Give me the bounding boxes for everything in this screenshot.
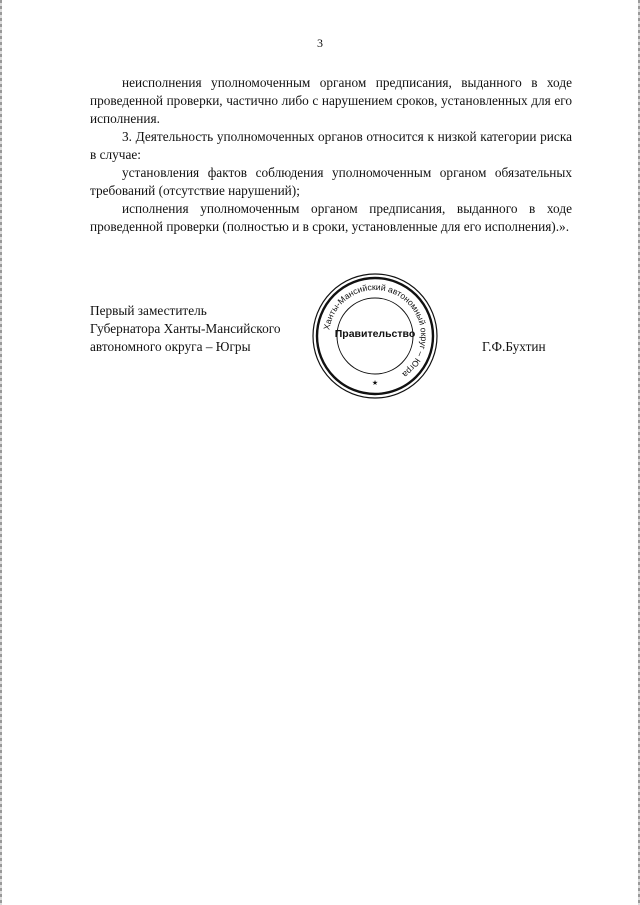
paragraph: 3. Деятельность уполномоченных органов относится к низкой категории риска в случае: — [90, 129, 572, 162]
paragraph: исполнения уполномоченным органом предписания, выданного в ходе проведенной проверки (полностью и в сроки, установленные для его исполнения).». — [90, 201, 572, 234]
paragraph: неисполнения уполномоченным органом предписания, выданного в ходе проведенной проверки, частично либо с нарушением сроков, установленных для его исполнения. — [90, 75, 572, 126]
signer-name: Г.Ф.Бухтин — [482, 339, 546, 354]
signer-position-line: Первый заместитель — [90, 303, 207, 318]
seal-ring-text: Ханты-Мансийский автономный округ – Югра — [321, 281, 430, 380]
seal-center-text: Правительство — [334, 328, 416, 340]
signer-position — [90, 302, 281, 356]
document-body — [90, 74, 572, 236]
seal-star-icon: ★ — [371, 380, 379, 387]
page-number: 3 — [317, 36, 323, 50]
official-seal — [310, 271, 440, 401]
seal-graphic — [310, 271, 440, 401]
signer-position-line: Губернатора Ханты-Мансийского — [90, 321, 281, 336]
signer-position-line: автономного округа – Югры — [90, 339, 251, 354]
paragraph: установления фактов соблюдения уполномоченным органом обязательных требований (отсутствие нарушений); — [90, 165, 572, 198]
page-edge-left — [0, 0, 2, 905]
